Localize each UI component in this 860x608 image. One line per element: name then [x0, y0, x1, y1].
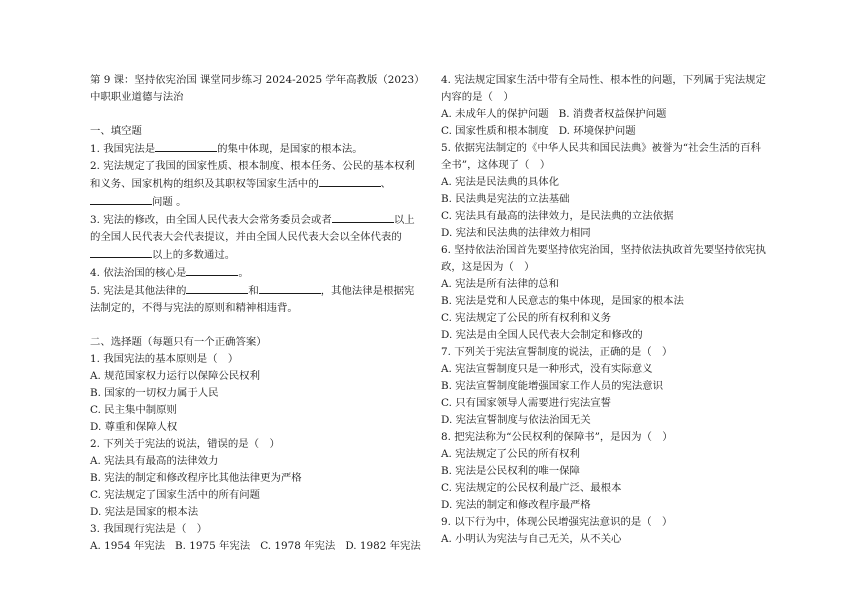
- left-column: [90, 72, 425, 555]
- fill-q4-post: 。: [238, 267, 249, 279]
- fill-q5-line2: 法制定的，不得与宪法的原则和精神相违背。: [90, 302, 298, 314]
- choice-q1-stem: 1. 我国宪法的基本原则是（ ）: [90, 353, 239, 365]
- answer-blank[interactable]: [90, 246, 152, 258]
- choice-q3-stem: 3. 我国现行宪法是（ ）: [90, 523, 208, 535]
- choice-option[interactable]: B. 宪法宣誓制度能增强国家工作人员的宪法意识: [441, 380, 664, 392]
- fill-q1-pre: 1. 我国宪法是: [90, 143, 156, 155]
- fill-in-heading: 一、填空题: [90, 125, 142, 137]
- choice-option[interactable]: B. 宪法是公民权利的唯一保障: [441, 465, 580, 477]
- choice-option[interactable]: A. 宪法是所有法律的总和: [441, 278, 560, 290]
- fill-q5-line1: [90, 282, 420, 300]
- choice-option[interactable]: A. 小明认为宪法与自己无关，从不关心: [441, 533, 622, 545]
- fill-q3-line2: 的全国人民代表大会代表提议，并由全国人民代表大会以全体代表的: [90, 231, 402, 243]
- choice-option[interactable]: D. 宪法和民法典的法律效力相同: [441, 227, 591, 239]
- choice-option[interactable]: C. 宪法规定了国家生活中的所有问题: [90, 489, 261, 501]
- fill-q5-mid: 和: [248, 285, 259, 297]
- choice-q5-stem2: 全书”，这体现了（ ）: [441, 159, 551, 171]
- fill-q1: [90, 140, 420, 158]
- choice-heading: 二、选择题（每题只有一个正确答案）: [90, 336, 267, 348]
- choice-q4-stem1: 4. 宪法规定国家生活中带有全局性、根本性的问题，下列属于宪法规定: [441, 74, 766, 86]
- choice-q4-stem2: 内容的是（ ）: [441, 91, 514, 103]
- choice-option[interactable]: C. 宪法规定的公民权利最广泛、最根本: [441, 482, 622, 494]
- choice-option[interactable]: C. 宪法具有最高的法律效力，是民法典的立法依据: [441, 210, 674, 222]
- choice-q3-options: [90, 538, 420, 555]
- fill-q5-post: ，其他法律是根据宪: [320, 285, 415, 297]
- answer-blank[interactable]: [90, 193, 152, 205]
- fill-q3-line1: [90, 211, 420, 229]
- fill-q3-post3: 以上的多数通过。: [152, 249, 236, 261]
- choice-option[interactable]: A. 宪法规定了公民的所有权利: [441, 448, 580, 460]
- choice-q9-stem: 9. 以下行为中，体现公民增强宪法意识的是（ ）: [441, 516, 673, 528]
- choice-q5-stem1: 5. 依据宪法制定的《中华人民共和国民法典》被誉为“社会生活的百科: [441, 142, 761, 154]
- right-column: [441, 72, 786, 548]
- fill-q2-sep: 、: [380, 178, 391, 190]
- choice-q6-stem1: 6. 坚持依法治国首先要坚持依宪治国，坚持依法执政首先要坚持依宪执: [441, 244, 766, 256]
- fill-q1-post: 的集中体现，是国家的根本法。: [217, 143, 363, 155]
- choice-option[interactable]: C. 国家性质和根本制度: [441, 125, 549, 137]
- fill-q2-post: 问题 。: [152, 196, 187, 208]
- choice-q7-stem: 7. 下列关于宪法宣誓制度的说法，正确的是（ ）: [441, 346, 673, 358]
- worksheet-title: 第 9 课：坚持依宪治国 课堂同步练习 2024-2025 学年高教版（2023）: [90, 74, 425, 86]
- choice-option[interactable]: D. 1982 年宪法: [345, 540, 421, 552]
- fill-q4-pre: 4. 依法治国的核心是: [90, 267, 187, 279]
- choice-option[interactable]: D. 宪法的制定和修改程序最严格: [441, 499, 591, 511]
- fill-q3-post1: 以上: [393, 214, 415, 226]
- choice-q2-stem: 2. 下列关于宪法的说法，错误的是（ ）: [90, 438, 280, 450]
- choice-option[interactable]: C. 宪法规定了公民的所有权利和义务: [441, 312, 612, 324]
- choice-option[interactable]: C. 只有国家领导人需要进行宪法宣誓: [441, 397, 612, 409]
- choice-q4-options-row1: [441, 106, 786, 123]
- choice-option[interactable]: B. 宪法是党和人民意志的集中体现，是国家的根本法: [441, 295, 684, 307]
- choice-option[interactable]: A. 宪法具有最高的法律效力: [90, 455, 219, 467]
- choice-option[interactable]: D. 尊重和保障人权: [90, 421, 178, 433]
- choice-option[interactable]: B. 宪法的制定和修改程序比其他法律更为严格: [90, 472, 302, 484]
- choice-option[interactable]: D. 宪法宣誓制度与依法治国无关: [441, 414, 591, 426]
- choice-option[interactable]: C. 1978 年宪法: [260, 540, 336, 552]
- choice-option[interactable]: C. 民主集中制原则: [90, 404, 177, 416]
- choice-option[interactable]: A. 宪法宣誓制度只是一种形式，没有实际意义: [441, 363, 653, 375]
- choice-option[interactable]: B. 国家的一切权力属于人民: [90, 387, 219, 399]
- choice-option[interactable]: A. 宪法是民法典的具体化: [441, 176, 560, 188]
- choice-q4-options-row2: [441, 123, 786, 140]
- fill-q2-line1: 2. 宪法规定了我国的国家性质、根本制度、根本任务、公民的基本权利: [90, 160, 415, 172]
- fill-q3-line3: [90, 246, 420, 264]
- choice-option[interactable]: B. 消费者权益保护问题: [558, 108, 667, 120]
- fill-q3-pre: 3. 宪法的修改，由全国人民代表大会常务委员会或者: [90, 214, 332, 226]
- answer-blank[interactable]: [319, 175, 381, 187]
- answer-blank[interactable]: [332, 211, 394, 223]
- answer-blank[interactable]: [186, 264, 238, 276]
- answer-blank[interactable]: [155, 140, 217, 152]
- choice-option[interactable]: A. 未成年人的保护问题: [441, 108, 549, 120]
- fill-q2-line3: [90, 193, 420, 211]
- answer-blank[interactable]: [186, 282, 248, 294]
- choice-q6-stem2: 政，这是因为（ ）: [441, 261, 535, 273]
- choice-option[interactable]: A. 规范国家权力运行以保障公民权利: [90, 370, 260, 382]
- fill-q2-line2: [90, 175, 420, 193]
- worksheet-subtitle: 中职职业道德与法治: [90, 91, 184, 103]
- fill-q2-pre: 和义务、国家机构的组织及其职权等国家生活中的: [90, 178, 319, 190]
- choice-option[interactable]: A. 1954 年宪法: [90, 540, 166, 552]
- fill-q4: [90, 264, 420, 282]
- answer-blank[interactable]: [259, 282, 321, 294]
- choice-option[interactable]: D. 宪法是国家的根本法: [90, 506, 199, 518]
- choice-option[interactable]: B. 1975 年宪法: [175, 540, 251, 552]
- fill-q5-pre: 5. 宪法是其他法律的: [90, 285, 187, 297]
- choice-option[interactable]: D. 环境保护问题: [558, 125, 636, 137]
- choice-option[interactable]: B. 民法典是宪法的立法基础: [441, 193, 570, 205]
- choice-q8-stem: 8. 把宪法称为“公民权利的保障书”，是因为（ ）: [441, 431, 673, 443]
- choice-option[interactable]: D. 宪法是由全国人民代表大会制定和修改的: [441, 329, 643, 341]
